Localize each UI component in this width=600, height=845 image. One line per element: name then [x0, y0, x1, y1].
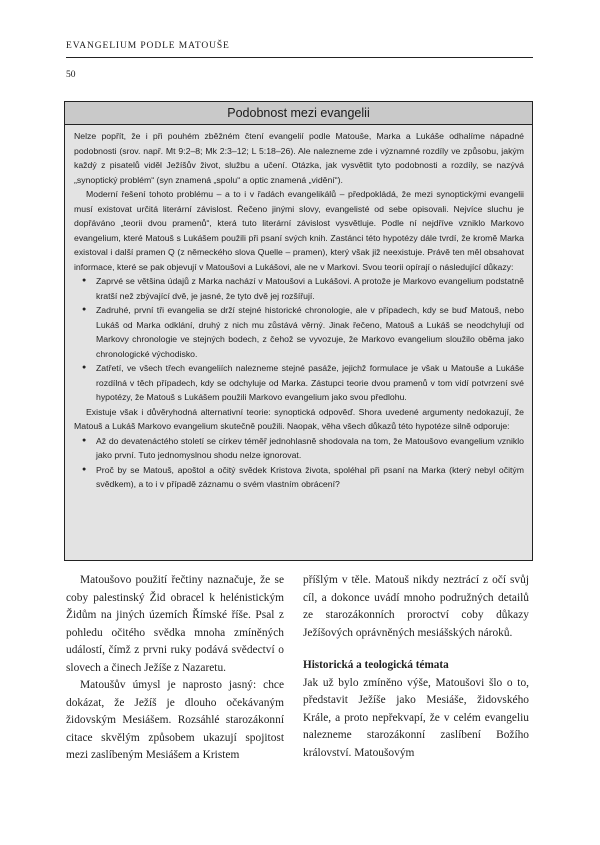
box-paragraph-1: Nelze popřít, že i při pouhém zběžném čtení evangelií podle Matouše, Marka a Lukáše odhalíme nápadné podobnosti (srov. např. Mt 9:2–8; Mk 2:3–12; L 5:18–26). Ale nalezneme zde i významné rozdíly ve způsobu, jakým každý z pisatelů viděl Ježíšův život, službu a učení. Otázka, jak vysvětlit tyto podobnosti a rozdíly, se nazývá „synoptický problém“ (syn znamená „spolu“ a optic znamená „vidění“).: [74, 131, 524, 185]
box-body: [74, 129, 524, 492]
right-column: [303, 572, 529, 762]
evidence-list: [74, 274, 524, 405]
body-paragraph: příšlým v těle. Matouš nikdy neztrácí z očí svůj cíl, a dokonce uvádí mnoho podružných detailů ze starozákonních proroctví coby důkazy Ježíšových oprávněných mesiášských nároků.: [303, 574, 529, 639]
list-item: ● Zadruhé, první tři evangelia se drží stejné historické chronologie, ale v případech, kdy se buď Matouš, nebo Lukáš od Marka odklání, druhý z nich mu zůstává věrný. Jinak řečeno, Matouš a Lukáš se neodchylují od Markovy chronologie ve stejných bodech, z čehož se vyvozuje, že Markovo evangelium sloužilo oběma jako chronologické východisko.: [96, 303, 524, 361]
body-paragraph: Jak už bylo zmíněno výše, Matoušovi šlo o to, představit Ježíše jako Mesiáše, židovského Krále, a proto nepřekvapí, že v celém evangeliu nalezneme starozákonní zaslíbení Božího království. Matoušovým: [303, 676, 529, 759]
list-item: ● Zatřetí, ve všech třech evangeliích nalezneme stejné pasáže, jejichž formulace je však u Matouše a Lukáše rozdílná v těch případech, kdy se odchyluje od Marka. Zástupci teorie dvou pramenů v tom vidí potvrzení své hypotézy, že Matouš s Lukášem použili Markovo evangelium jako svou předlohu.: [96, 361, 524, 405]
page-number: 50: [66, 70, 76, 80]
box-paragraph-3: Existuje však i důvěryhodná alternativní teorie: synoptická odpověď. Shora uvedené argumenty nedokazují, že Matouš a Lukáš Markovo evangelium skutečně použili. Naopak, věha všech důkazů této hypotéze silně odporuje:: [74, 406, 524, 431]
box-title: Podobnost mezi evangelii: [65, 102, 532, 125]
left-column: [66, 572, 284, 765]
list-item: ● Až do devatenáctého století se církev téměř jednohlasně shodovala na tom, že Matoušovo evangelium vzniklo jako první. Tuto jednomyslnou shodu nelze ignorovat.: [96, 434, 524, 463]
section-subheading: Historická a teologická témata: [303, 659, 449, 671]
body-paragraph: Matoušův úmysl je naprosto jasný: chce dokázat, že Ježíš je dlouho očekávaným židovským Mesiášem. Rozsáhlé starozákonní citace skvělým způsobem ukazují spojitost mezi zaslíbeným Mesiášem a Kristem: [66, 679, 284, 761]
header-rule: [66, 57, 533, 58]
box-paragraph-2: Moderní řešení tohoto problému – a to i v řadách evangelikálů – předpokládá, že mezi synoptickými evangelii musí existovat určitá literární závislost. Řečeno jinými slovy, evangelisté od sebe opisovali. Nejvíce sluchu je dopřáváno „teorii dvou pramenů“, která tuto literární závislost vysvětluje. Podle ní nejdříve vzniklo Markovo evangelium, které Matouš s Lukášem použili při psaní svých knih. Zastánci této hypotézy dále tvrdí, že kromě Marka existoval i další pramen Q (z německého slova Quelle – pramen), který však již neexistuje. Právě ten měl obsahovat informace, které se pak objevují v Matoušovi a Lukášovi, ale ne v Markovi. Svou teorii opírají o následující důkazy:: [74, 189, 524, 272]
body-paragraph: Matoušovo použití řečtiny naznačuje, že se coby palestinský Žid obracel k helénistickým Židům na jiných územích Římské říše. Psal z pohledu očitého svědka mnoha zmíněných událostí, čímž z prvni ruky podává svědectví o slovech a činech Ježíše z Nazaretu.: [66, 574, 284, 674]
counter-evidence-list: [74, 434, 524, 492]
list-item: ● Proč by se Matouš, apoštol a očitý svědek Kristova života, spoléhal při psaní na Marka (který nebyl očitým svědkem), a to i v případě záznamu o svém vlastním obrácení?: [96, 463, 524, 492]
running-header: EVANGELIUM PODLE MATOUŠE: [66, 41, 230, 51]
sidebar-box: [64, 101, 533, 561]
list-item: ● Zaprvé se většina údajů z Marka nachází v Matoušovi a Lukášovi. A protože je Markovo evangelium podstatně kratší než zbývající dvě, je jasné, že tyto dvě jej rozšířují.: [96, 274, 524, 303]
